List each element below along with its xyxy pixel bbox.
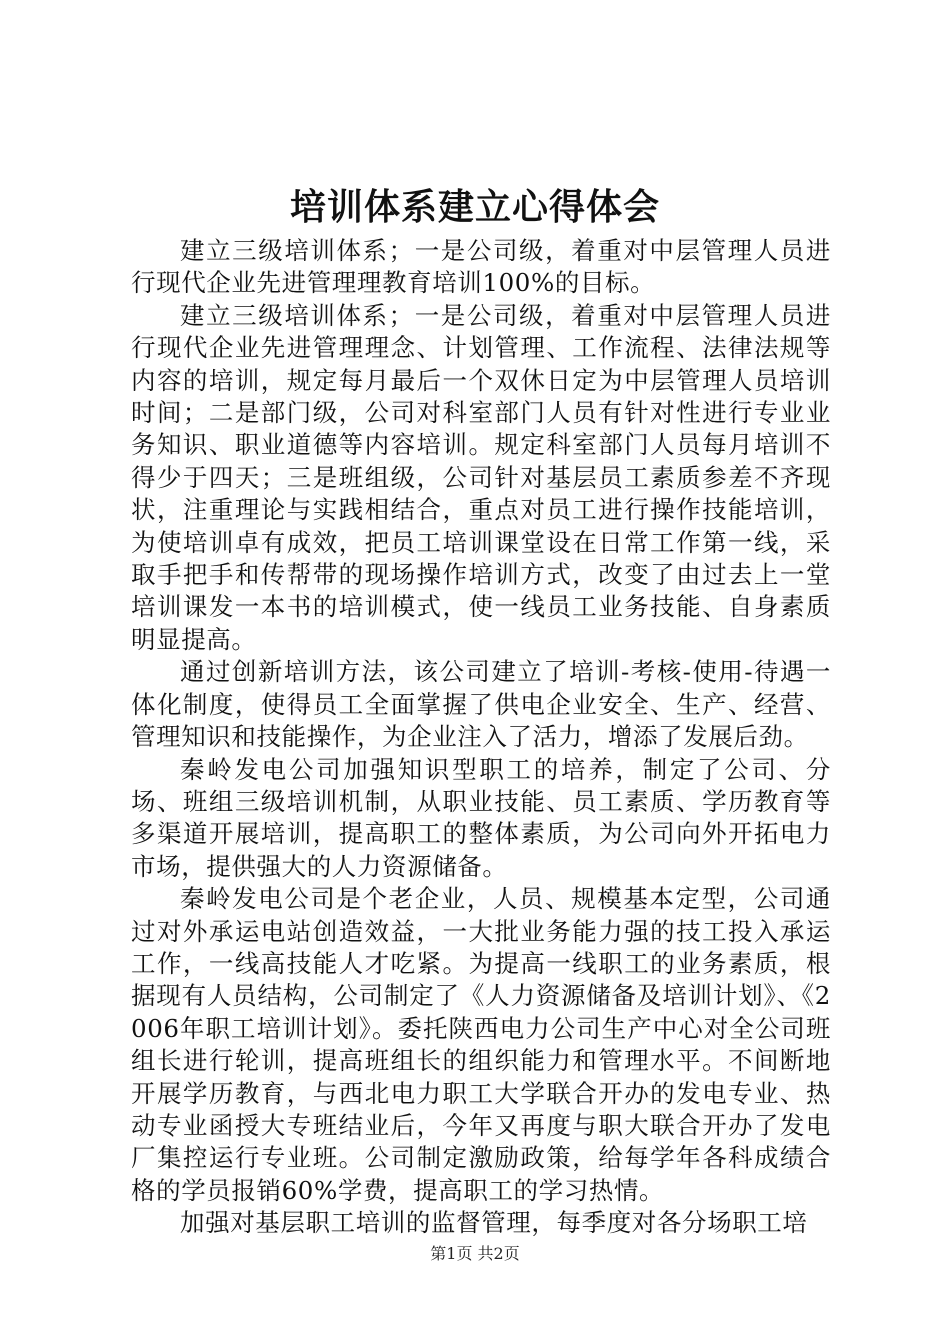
paragraph: 通过创新培训方法，该公司建立了培训-考核-使用-待遇一体化制度，使得员工全面掌握了供电企业安全、生产、经营、管理知识和技能操作，为企业注入了活力，增添了发展后劲。 xyxy=(131,657,831,752)
paragraph: 秦岭发电公司加强知识型职工的培养，制定了公司、分场、班组三级培训机制，从职业技能、员工素质、学历教育等多渠道开展培训，提高职工的整体素质，为公司向外开拓电力市场，提供强大的人力资源储备。 xyxy=(131,754,831,881)
document-body xyxy=(131,235,831,1240)
paragraph: 建立三级培训体系；一是公司级，着重对中层管理人员进行现代企业先进管理理念、计划管理、工作流程、法律法规等内容的培训，规定每月最后一个双休日定为中层管理人员培训时间；二是部门级，公司对科室部门人员有针对性进行专业业务知识、职业道德等内容培训。规定科室部门人员每月培训不得少于四天；三是班组级，公司针对基层员工素质参差不齐现状，注重理论与实践相结合，重点对员工进行操作技能培训，为使培训卓有成效，把员工培训课堂设在日常工作第一线，采取手把手和传帮带的现场操作培训方式，改变了由过去上一堂培训课发一本书的培训模式，使一线员工业务技能、自身素质明显提高。 xyxy=(131,300,831,654)
paragraph: 秦岭发电公司是个老企业，人员、规模基本定型，公司通过对外承运电站创造效益，一大批业务能力强的技工投入承运工作，一线高技能人才吃紧。为提高一线职工的业务素质，根据现有人员结构，公司制定了《人力资源储备及培训计划》、《2006年职工培训计划》。委托陕西电力公司生产中心对全公司班组长进行轮训，提高班组长的组织能力和管理水平。不间断地开展学历教育，与西北电力职工大学联合开办的发电专业、热动专业函授大专班结业后，今年又再度与职大联合开办了发电厂集控运行专业班。公司制定激励政策，给每学年各科成绩合格的学员报销60%学费，提高职工的学习热情。 xyxy=(131,884,831,1205)
paragraph: 加强对基层职工培训的监督管理，每季度对各分场职工培 xyxy=(180,1208,808,1238)
paragraph: 建立三级培训体系；一是公司级，着重对中层管理人员进行现代企业先进管理理教育培训100%的目标。 xyxy=(131,236,831,298)
page-number-footer: 第1页 共2页 xyxy=(430,1244,520,1263)
document-title: 培训体系建立心得体会 xyxy=(289,187,660,228)
